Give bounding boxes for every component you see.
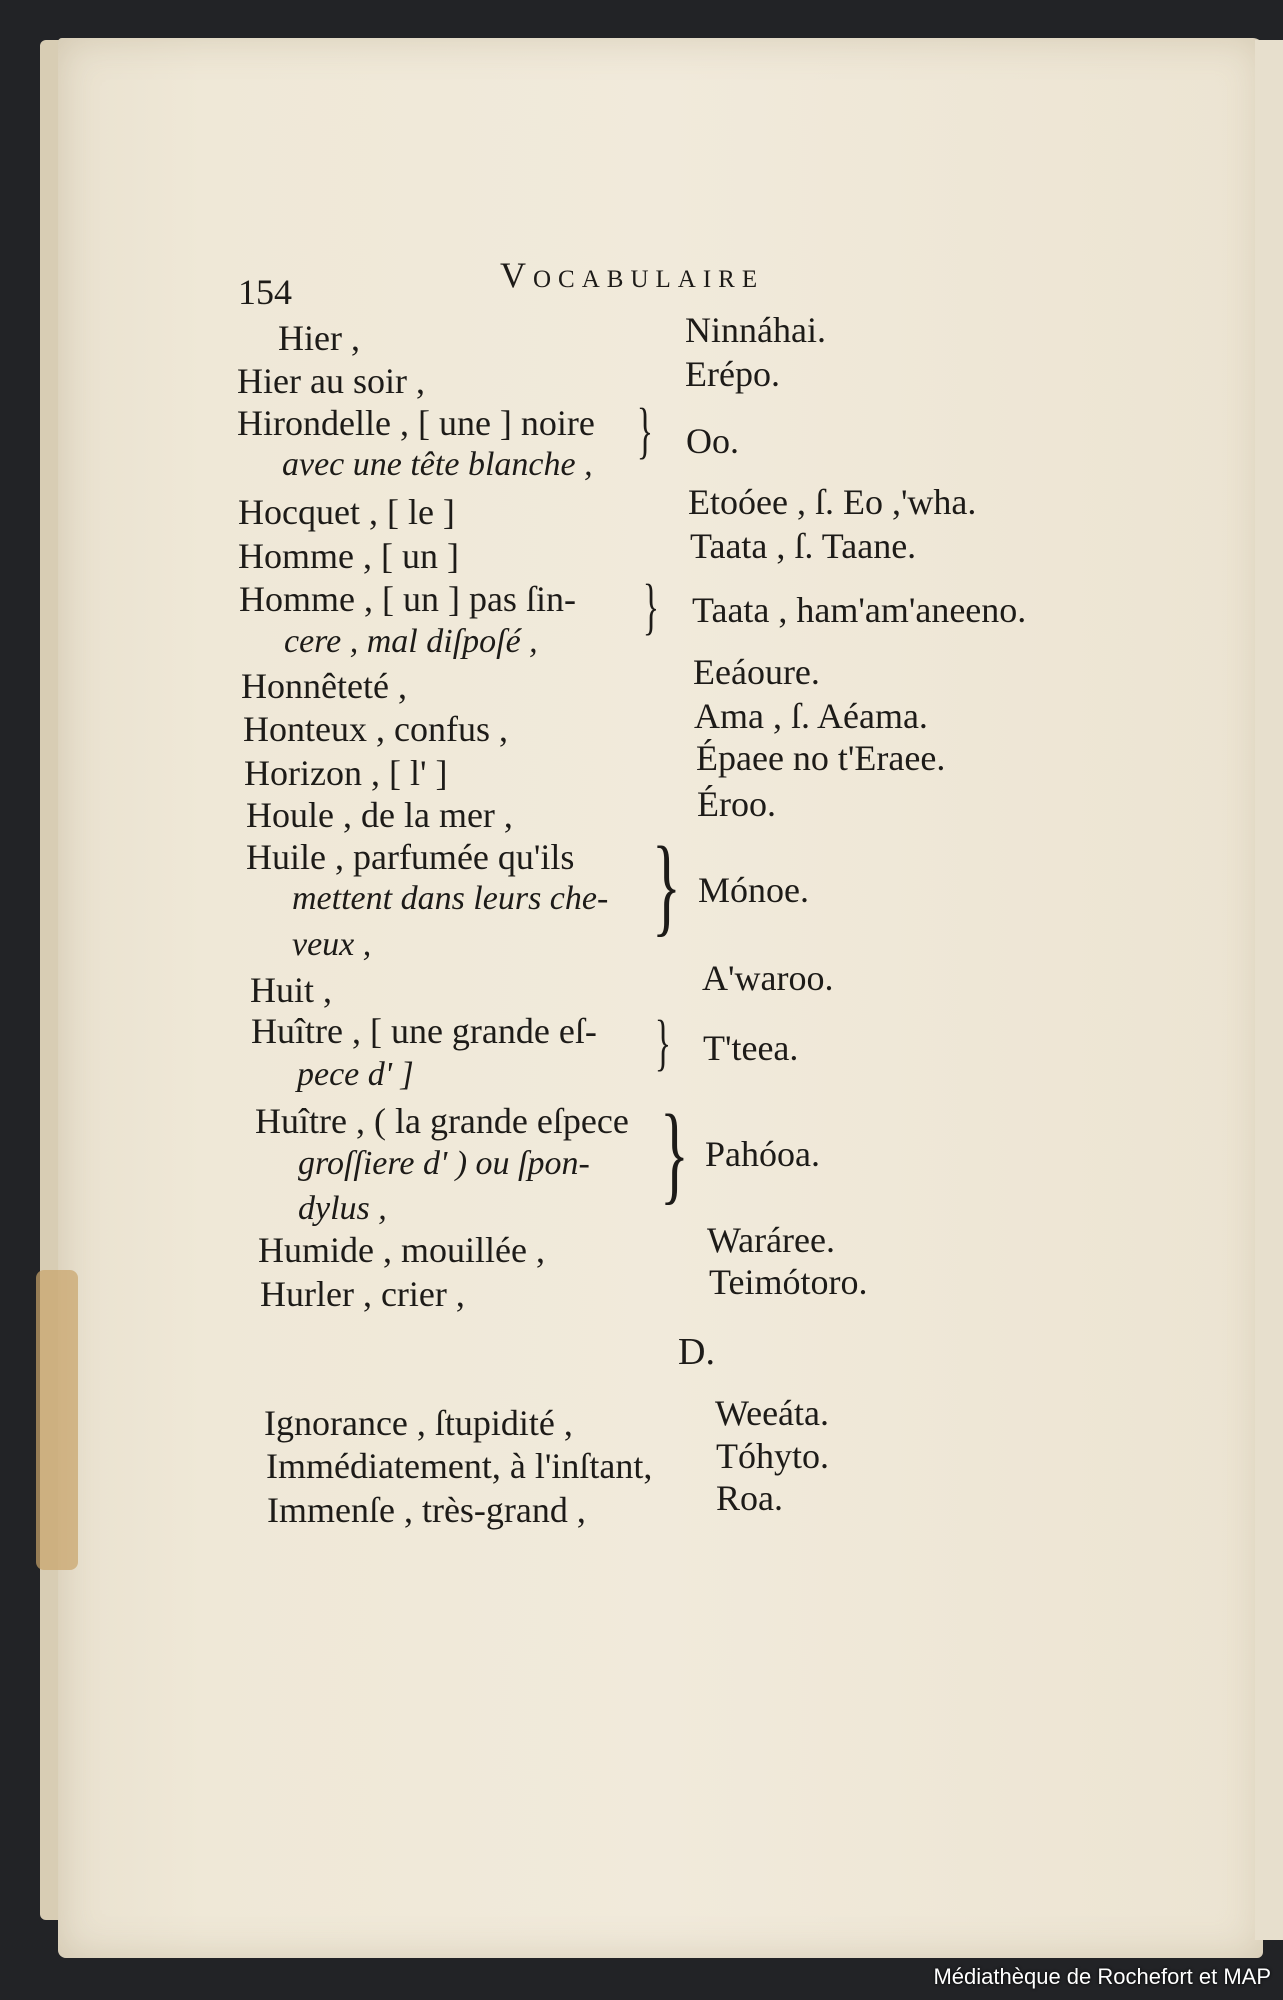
entry-fr: Honnêteté ,	[241, 666, 407, 706]
entry-fr-cont: groſſiere d' ) ou ſpon-	[298, 1145, 590, 1182]
entry-fr: Immenſe , très-grand ,	[267, 1490, 586, 1530]
entry-fr: Hier ,	[278, 318, 360, 358]
entry-fr: Hirondelle , [ une ] noire	[237, 403, 595, 443]
entry-tah: Ninnáhai.	[685, 310, 826, 350]
brace: }	[642, 573, 660, 641]
entry-tah: T'teea.	[703, 1028, 799, 1068]
entry-fr-cont: pece d' ]	[297, 1056, 414, 1093]
entry-fr: Hier au soir ,	[237, 361, 425, 401]
entry-tah: Taata , ham'am'aneeno.	[692, 590, 1027, 630]
entry-tah: Pahóoa.	[705, 1134, 820, 1174]
page-number: 154	[238, 272, 292, 312]
entry-fr: Huile , parfumée qu'ils	[246, 837, 575, 877]
page-stain	[36, 1270, 78, 1570]
entry-fr: Hocquet , [ le ]	[238, 492, 455, 532]
entry-fr: Hurler , crier ,	[260, 1274, 465, 1314]
entry-fr-cont: avec une tête blanche ,	[282, 446, 593, 483]
running-head: Vocabulaire	[500, 255, 765, 295]
brace: }	[651, 824, 681, 946]
entry-fr: Immédiatement, à l'inſtant,	[266, 1446, 653, 1486]
entry-tah: Éroo.	[697, 784, 776, 824]
entry-tah: Teimótoro.	[709, 1262, 868, 1302]
entry-fr: Huit ,	[250, 970, 333, 1010]
entry-tah: Mónoe.	[698, 870, 809, 910]
watermark: Médiathèque de Rochefort et MAP	[933, 1964, 1271, 1989]
facing-page-edge	[1255, 40, 1283, 1940]
entry-fr: Humide , mouillée ,	[258, 1230, 545, 1270]
entry-tah: Taata , ſ. Taane.	[690, 526, 917, 566]
book-page	[58, 38, 1263, 1958]
entry-tah: Eeáoure.	[693, 652, 820, 692]
entry-fr: Homme , [ un ] pas ſin-	[239, 579, 576, 619]
entry-fr: Huître , ( la grande eſpece	[255, 1101, 629, 1141]
brace: }	[659, 1092, 689, 1214]
entry-tah: Erépo.	[685, 354, 780, 394]
brace: }	[636, 397, 654, 465]
entry-fr-cont: dylus ,	[298, 1190, 387, 1227]
entry-tah: Etoóee , ſ. Eo ,'wha.	[688, 482, 977, 522]
entry-tah: Waráree.	[707, 1220, 835, 1260]
entry-fr: Ignorance , ſtupidité ,	[264, 1403, 573, 1443]
entry-fr-cont: cere , mal diſpoſé ,	[284, 623, 538, 660]
entry-fr: Horizon , [ l' ]	[244, 753, 448, 793]
entry-tah: Oo.	[686, 421, 739, 461]
entry-fr: Homme , [ un ]	[238, 536, 459, 576]
entry-tah: Ama , ſ. Aéama.	[694, 696, 928, 736]
entry-fr: Honteux , confus ,	[243, 709, 508, 749]
entry-fr: Huître , [ une grande eſ-	[251, 1011, 597, 1051]
section-letter: D.	[678, 1331, 715, 1373]
brace: }	[654, 1009, 672, 1077]
entry-fr-cont: mettent dans leurs che-	[292, 880, 609, 917]
entry-fr: Houle , de la mer ,	[246, 795, 513, 835]
entry-tah: A'waroo.	[702, 958, 834, 998]
entry-tah: Weeáta.	[715, 1393, 830, 1433]
entry-fr-cont: veux ,	[292, 926, 372, 963]
entry-tah: Roa.	[716, 1478, 783, 1518]
entry-tah: Tóhyto.	[716, 1436, 829, 1476]
entry-tah: Épaee no t'Eraee.	[696, 738, 946, 778]
